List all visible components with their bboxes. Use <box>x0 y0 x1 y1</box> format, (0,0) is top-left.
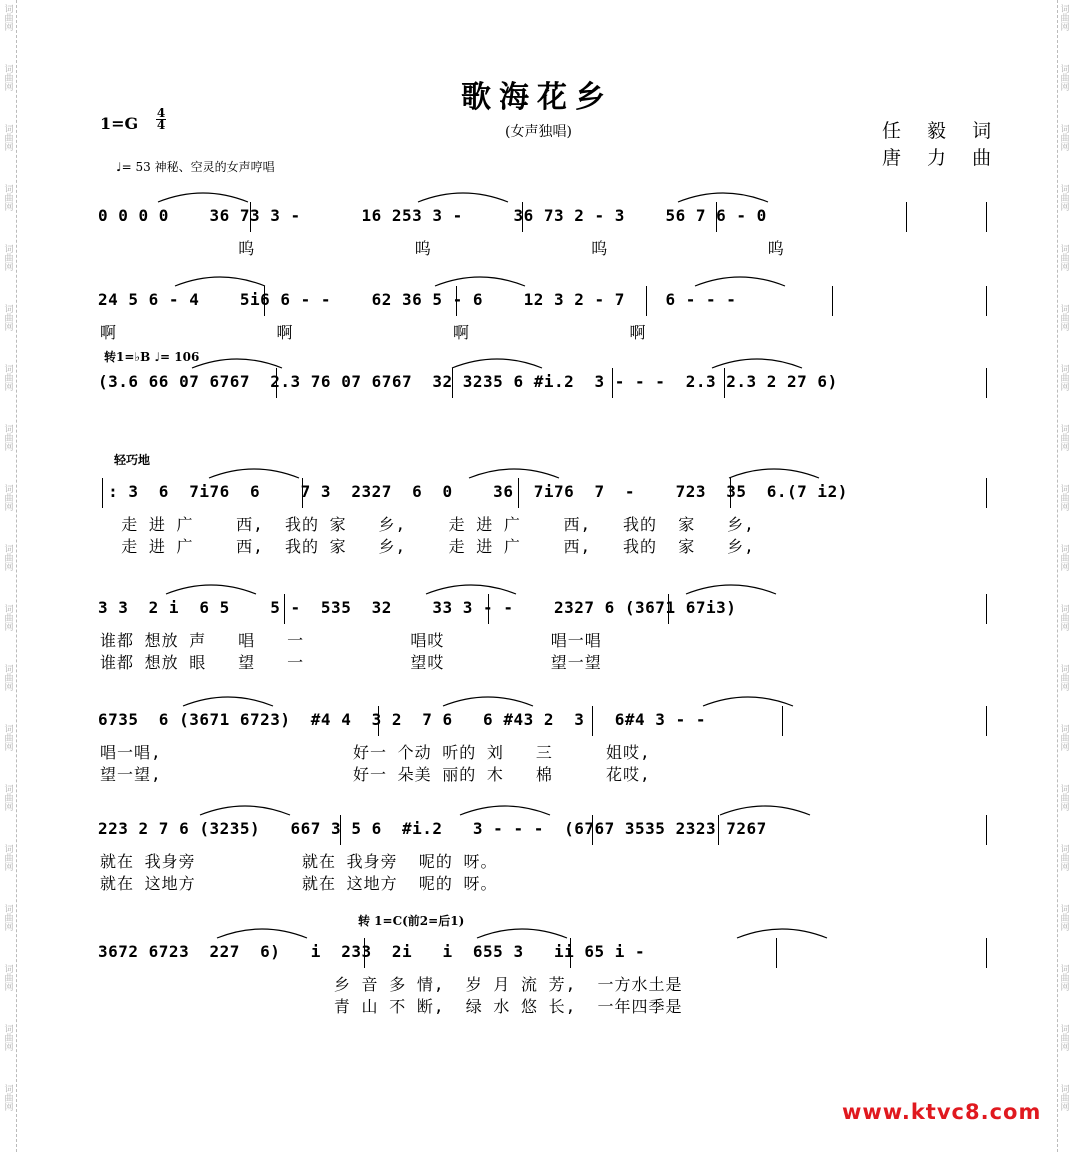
watermark-text: 词 曲 网 <box>1060 905 1070 933</box>
watermark-text: 词 曲 网 <box>4 605 14 633</box>
barline <box>718 815 719 845</box>
notation-line: 6735 6 (3671 6723) #4 4 3 2 7 6 6 #43 2 3 6#4 3 - - <box>98 710 706 729</box>
lyric-line-1: 乡 音 多 情, 岁 月 流 芳, 一方水土是 <box>100 975 683 994</box>
lyric-line-2: 青 山 不 断, 绿 水 悠 长, 一年四季是 <box>100 997 683 1016</box>
notation-line: 3 3 2 i 6 5 5 - 535 32 33 3 - - 2327 6 (3671 67i3) <box>98 598 737 617</box>
barline <box>724 368 725 398</box>
barline <box>340 815 341 845</box>
watermark-text: 词 曲 网 <box>4 785 14 813</box>
barline <box>986 202 987 232</box>
watermark-text: 词 曲 网 <box>1060 365 1070 393</box>
watermark-text: 词 曲 网 <box>1060 785 1070 813</box>
composer-credit: 唐 力 曲 <box>882 147 1002 169</box>
watermark-text: 词 曲 网 <box>1060 485 1070 513</box>
watermark-text: 词 曲 网 <box>4 425 14 453</box>
watermark-text: 词 曲 网 <box>4 725 14 753</box>
watermark-text: 词 曲 网 <box>1060 665 1070 693</box>
watermark-text: 词 曲 网 <box>4 125 14 153</box>
lyric-line-1: 唱一唱, 好一 个动 听的 刘 三 姐哎, <box>100 743 651 762</box>
watermark-text: 词 曲 网 <box>1060 425 1070 453</box>
barline <box>832 286 833 316</box>
watermark-text: 词 曲 网 <box>1060 1085 1070 1113</box>
barline <box>782 706 783 736</box>
lyric-line-1: 就在 我身旁 就在 我身旁 呢的 呀。 <box>100 852 498 871</box>
watermark-text: 词 曲 网 <box>1060 845 1070 873</box>
barline <box>264 286 265 316</box>
notation-system <box>98 478 990 556</box>
tempo-intro: ♩= 53 神秘、空灵的女声哼唱 <box>116 160 275 174</box>
barline <box>378 706 379 736</box>
notation-system <box>98 594 990 672</box>
notation-system <box>98 286 990 342</box>
barline <box>986 478 987 508</box>
barline <box>102 478 103 508</box>
watermark-text: 词 曲 网 <box>4 905 14 933</box>
watermark-text: 词 曲 网 <box>1060 605 1070 633</box>
barline <box>986 815 987 845</box>
lyric-line-1: 呜 呜 呜 呜 <box>100 239 785 258</box>
barline <box>612 368 613 398</box>
barline <box>302 478 303 508</box>
time-signature <box>156 108 166 131</box>
notation-line: (3.6 66 07 6767 2.3 76 07 6767 32 3235 6 #i.2 3 - - - 2.3 2.3 2 27 6) <box>98 372 838 391</box>
barline <box>488 594 489 624</box>
subtitle: (女声独唱) <box>505 124 572 140</box>
barline <box>592 706 593 736</box>
barline <box>986 368 987 398</box>
watermark-text: 词 曲 网 <box>4 5 14 33</box>
barline <box>276 368 277 398</box>
notation-line: 3672 6723 227 6) i 233 2i i 655 3 ii 65 i - <box>98 942 646 961</box>
watermark-text: 词 曲 网 <box>1060 125 1070 153</box>
barline <box>592 815 593 845</box>
watermark-text: 词 曲 网 <box>4 1025 14 1053</box>
lyric-line-2: 走 进 广 西, 我的 家 乡, 走 进 广 西, 我的 家 乡, <box>100 537 755 556</box>
watermark-text: 词 曲 网 <box>1060 185 1070 213</box>
watermark-text: 词 曲 网 <box>1060 305 1070 333</box>
barline <box>522 202 523 232</box>
barline <box>986 706 987 736</box>
watermark-text: 词 曲 网 <box>4 485 14 513</box>
key-signature: 1=G <box>100 114 139 133</box>
barline <box>986 286 987 316</box>
notation-system <box>98 202 990 258</box>
watermark-text: 词 曲 网 <box>4 965 14 993</box>
watermark-text: 词 曲 网 <box>4 665 14 693</box>
watermark-text: 词 曲 网 <box>1060 1025 1070 1053</box>
barline <box>730 478 731 508</box>
lyric-line-2: 就在 这地方 就在 这地方 呢的 呀。 <box>100 874 498 893</box>
song-title: 歌海花乡 <box>461 80 613 115</box>
notation-system <box>98 938 990 1016</box>
barline <box>646 286 647 316</box>
watermark-text: 词 曲 网 <box>1060 5 1070 33</box>
barline <box>570 938 571 968</box>
barline <box>364 938 365 968</box>
barline <box>456 286 457 316</box>
notation-system <box>98 706 990 784</box>
barline <box>452 368 453 398</box>
time-bottom: 4 <box>156 118 166 132</box>
watermark-text: 词 曲 网 <box>1060 725 1070 753</box>
notation-system <box>98 368 990 398</box>
barline <box>906 202 907 232</box>
barline <box>284 594 285 624</box>
watermark-text: 词 曲 网 <box>4 185 14 213</box>
watermark-text: 词 曲 网 <box>4 845 14 873</box>
barline <box>986 594 987 624</box>
watermark-text: 词 曲 网 <box>4 365 14 393</box>
notation-line: 0 0 0 0 36 73 3 - 16 253 3 - 36 73 2 - 3 56 7 6 - 0 <box>98 206 767 225</box>
key-change-1: 转1=♭B ♩= 106 <box>104 350 200 364</box>
watermark-text: 词 曲 网 <box>1060 965 1070 993</box>
watermark-text: 词 曲 网 <box>4 1085 14 1113</box>
lyricist-credit: 任 毅 词 <box>882 120 1002 142</box>
barline <box>250 202 251 232</box>
notation-line: 24 5 6 - 4 5i6 6 - - 62 36 5 - 6 12 3 2 - 7 6 - - - <box>98 290 737 309</box>
site-watermark: www.ktvc8.com <box>842 1100 1042 1124</box>
watermark-text: 词 曲 网 <box>1060 65 1070 93</box>
notation-line: : 3 6 7i76 6 7 3 2327 6 0 36 7i76 7 - 723 35 6.(7 i2) <box>98 482 848 501</box>
lyric-line-1: 啊 啊 啊 啊 <box>100 323 647 342</box>
barline <box>716 202 717 232</box>
watermark-text: 词 曲 网 <box>4 245 14 273</box>
style-mark: 轻巧地 <box>114 453 151 467</box>
barline <box>776 938 777 968</box>
lyric-line-1: 谁都 想放 声 唱 一 唱哎 唱一唱 <box>100 631 602 650</box>
lyric-line-2: 谁都 想放 眼 望 一 望哎 望一望 <box>100 653 602 672</box>
barline <box>986 938 987 968</box>
lyric-line-2: 望一望, 好一 朵美 丽的 木 棉 花哎, <box>100 765 651 784</box>
lyric-line-1: 走 进 广 西, 我的 家 乡, 走 进 广 西, 我的 家 乡, <box>100 515 755 534</box>
watermark-text: 词 曲 网 <box>4 305 14 333</box>
time-top: 4 <box>156 106 166 120</box>
barline <box>668 594 669 624</box>
watermark-text: 词 曲 网 <box>4 65 14 93</box>
watermark-text: 词 曲 网 <box>1060 545 1070 573</box>
key-change-2: 转 1=C(前2=后1) <box>358 914 465 928</box>
watermark-text: 词 曲 网 <box>4 545 14 573</box>
watermark-text: 词 曲 网 <box>1060 245 1070 273</box>
notation-line: 223 2 7 6 (3235) 667 3 5 6 #i.2 3 - - - (6767 3535 2323 7267 <box>98 819 767 838</box>
barline <box>518 478 519 508</box>
notation-system <box>98 815 990 893</box>
